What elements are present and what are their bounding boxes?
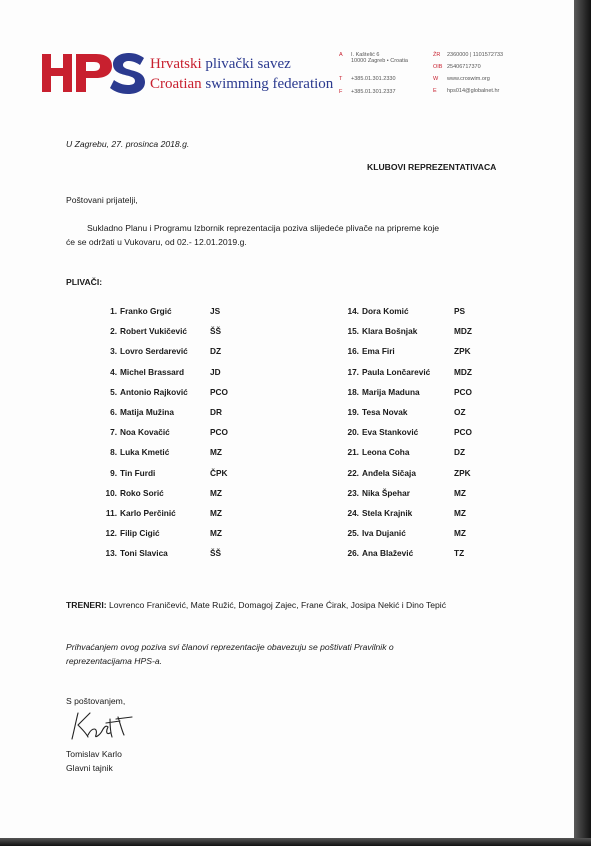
swimmer-number: 21. <box>347 447 359 457</box>
swimmer-club: MZ <box>454 508 466 518</box>
swimmer-club: ČPK <box>210 468 228 478</box>
swimmer-club: MZ <box>454 488 466 498</box>
contact-key-email: E <box>433 88 437 94</box>
contact-fax: +385.01.301.2337 <box>351 89 396 95</box>
contact-address-1: I. Kaštelić 6 <box>351 52 380 58</box>
swimmer-name: Dora Komić <box>362 306 409 316</box>
swimmer-number: 26. <box>347 548 359 558</box>
name-hr-first: Hrvatski <box>150 56 202 72</box>
swimmer-name: Ema Firi <box>362 346 395 356</box>
contact-email: hps014@globalnet.hr <box>447 88 500 94</box>
swimmer-club: MZ <box>210 528 222 538</box>
swimmer-name: Tesa Novak <box>362 407 408 417</box>
recipient: KLUBOVI REPREZENTATIVACA <box>367 162 497 172</box>
swimmer-name: Robert Vukičević <box>120 326 188 336</box>
swimmer-name: Klara Bošnjak <box>362 326 418 336</box>
swimmer-club: MZ <box>210 488 222 498</box>
body-line-1: Sukladno Planu i Programu Izbornik reprezentacija poziva slijedeće plivače na pripreme koje <box>87 223 440 233</box>
swimmer-number: 15. <box>347 326 359 336</box>
swimmer-name: Leona Coha <box>362 447 410 457</box>
swimmer-name: Lovro Serdarević <box>120 346 188 356</box>
swimmer-name: Iva Dujanić <box>362 528 406 538</box>
swimmer-number: 2. <box>110 326 117 336</box>
swimmer-club: PCO <box>210 427 228 437</box>
note-line-1: Prihvaćanjem ovog poziva svi članovi reprezentacije obavezuju se poštivati Pravilnik o <box>66 642 394 652</box>
swimmer-name: Marija Maduna <box>362 387 420 397</box>
swimmer-name: Tin Furdi <box>120 468 156 478</box>
signature <box>66 705 138 745</box>
date-line: U Zagrebu, 27. prosinca 2018.g. <box>66 139 190 149</box>
swimmer-club: PCO <box>454 387 472 397</box>
swimmer-name: Nika Špehar <box>362 488 410 498</box>
contact-oib: 25406717370 <box>447 64 481 70</box>
swimmer-number: 13. <box>105 548 117 558</box>
swimmer-name: Toni Slavica <box>120 548 168 558</box>
swimmer-number: 12. <box>105 528 117 538</box>
swimmer-club: MZ <box>210 508 222 518</box>
swimmer-number: 20. <box>347 427 359 437</box>
name-hr-rest: plivački savez <box>201 56 291 72</box>
contact-key-address: A <box>339 52 343 58</box>
swimmer-club: PCO <box>210 387 228 397</box>
coaches-label: TRENERI: <box>66 600 107 610</box>
swimmer-name: Karlo Perčinić <box>120 508 176 518</box>
note-line-2: reprezentacijama HPS-a. <box>66 656 163 666</box>
swimmer-number: 16. <box>347 346 359 356</box>
swimmer-club: ZPK <box>454 468 471 478</box>
contact-right <box>433 50 503 98</box>
contact-left <box>339 50 408 98</box>
coaches-line <box>66 598 446 612</box>
contact-key-phone: T <box>339 76 343 82</box>
swimmer-name: Stela Krajnik <box>362 508 413 518</box>
swimmer-club: ZPK <box>454 346 471 356</box>
contact-key-zr: ŽR <box>433 52 441 58</box>
swimmer-number: 5. <box>110 387 117 397</box>
swimmer-club: TZ <box>454 548 465 558</box>
swimmer-name: Ana Blažević <box>362 548 414 558</box>
coaches-names: Lovrenco Franičević, Mate Ružić, Domagoj Zajec, Frane Ćirak, Josipa Nekić i Dino Tepić <box>106 600 447 610</box>
swimmer-number: 7. <box>110 427 117 437</box>
swimmer-club: ŠŠ <box>210 326 222 336</box>
swimmer-number: 24. <box>347 508 359 518</box>
contact-phone: +385.01.301.2330 <box>351 76 396 82</box>
swimmer-number: 4. <box>110 367 117 377</box>
swimmer-number: 17. <box>347 367 359 377</box>
swimmer-number: 9. <box>110 468 117 478</box>
swimmer-name: Antonio Rajković <box>120 387 188 397</box>
swimmer-name: Michel Brassard <box>120 367 185 377</box>
swimmer-number: 23. <box>347 488 359 498</box>
swimmer-name: Eva Stanković <box>362 427 419 437</box>
name-en-rest: swimming federation <box>201 76 334 92</box>
swimmer-name: Matija Mužina <box>120 407 174 417</box>
swimmer-name: Luka Kmetić <box>120 447 170 457</box>
body-line-2: će se održati u Vukovaru, od 02.- 12.01.2019.g. <box>66 237 247 247</box>
swimmer-club: DZ <box>210 346 222 356</box>
swimmer-club: JD <box>210 367 221 377</box>
swimmer-club: ŠŠ <box>210 548 222 558</box>
greeting: Poštovani prijatelji, <box>66 195 138 205</box>
contact-key-web: W <box>433 76 439 82</box>
swimmer-number: 10. <box>105 488 117 498</box>
swimmer-club: MDZ <box>454 326 472 336</box>
signer-name: Tomislav Karlo <box>66 749 122 759</box>
swimmer-number: 18. <box>347 387 359 397</box>
name-en-first: Croatian <box>150 76 202 92</box>
page-edge-shadow <box>574 0 591 846</box>
swimmer-club: OZ <box>454 407 466 417</box>
swimmer-club: PS <box>454 306 466 316</box>
contact-zr: 2360000 | 1101572733 <box>447 52 504 58</box>
contact-key-fax: F <box>339 89 343 95</box>
swimmer-club: MDZ <box>454 367 472 377</box>
swimmer-name: Paula Lončarević <box>362 367 431 377</box>
swimmer-number: 11. <box>105 508 117 518</box>
swimmers-heading: PLIVAČI: <box>66 277 103 287</box>
swimmer-club: DR <box>210 407 222 417</box>
swimmer-number: 19. <box>347 407 359 417</box>
swimmer-club: MZ <box>454 528 466 538</box>
swimmer-name: Anđela Sičaja <box>362 468 416 478</box>
swimmer-club: MZ <box>210 447 222 457</box>
swimmer-number: 25. <box>347 528 359 538</box>
swimmer-number: 6. <box>110 407 117 417</box>
swimmer-number: 22. <box>347 468 359 478</box>
contact-key-oib: OIB <box>433 64 443 70</box>
closing: S poštovanjem, <box>66 696 126 706</box>
page-bottom-shadow <box>0 838 591 846</box>
federation-name <box>150 54 333 94</box>
swimmer-number: 14. <box>347 306 359 316</box>
swimmer-number: 1. <box>110 306 117 316</box>
swimmer-name: Filip Cigić <box>120 528 160 538</box>
swimmer-club: JS <box>210 306 221 316</box>
swimmer-number: 3. <box>110 346 117 356</box>
swimmer-number: 8. <box>110 447 117 457</box>
swimmer-name: Franko Grgić <box>120 306 172 316</box>
hps-logo <box>40 50 148 96</box>
signer-title: Glavni tajnik <box>66 763 113 773</box>
contact-web: www.croswim.org <box>447 76 490 82</box>
swimmer-name: Roko Sorić <box>120 488 164 498</box>
swimmer-club: DZ <box>454 447 466 457</box>
contact-address-2: 10000 Zagreb • Croatia <box>351 58 408 64</box>
swimmer-club: PCO <box>454 427 472 437</box>
swimmer-name: Noa Kovačić <box>120 427 170 437</box>
